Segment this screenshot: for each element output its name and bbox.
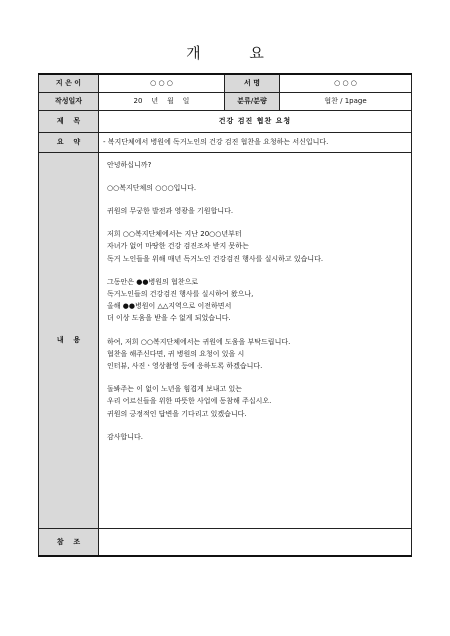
content-paragraph — [107, 431, 403, 443]
date-label: 작성일자 — [39, 92, 99, 110]
content-body[interactable] — [99, 152, 412, 528]
summary-value[interactable]: - 복지단체에서 병원에 독거노인의 건강 검진 협찬을 요청하는 서신입니다. — [99, 132, 412, 152]
reference-value[interactable] — [99, 528, 412, 556]
content-line: 돌봐주는 이 없이 노년을 힘겹게 보내고 있는 — [107, 385, 243, 394]
category-label: 분류/분량 — [225, 92, 280, 110]
content-line: 독거 노인들을 위해 매년 독거노인 건강검진 행사를 실시하고 있습니다. — [107, 254, 324, 263]
content-paragraph — [107, 228, 403, 265]
content-paragraph — [107, 383, 403, 420]
content-line: 감사합니다. — [107, 432, 144, 441]
content-line: 자녀가 없어 마땅한 건강 검진조차 받지 못하는 — [107, 242, 249, 251]
summary-label: 요 약 — [39, 132, 99, 152]
content-paragraphs — [107, 159, 403, 443]
subject-value[interactable]: 건강 검진 협찬 요청 — [99, 110, 412, 132]
reference-label: 참 조 — [39, 528, 99, 556]
content-line: 독거노인들의 건강검진 행사를 실시하여 왔으나, — [107, 289, 254, 298]
category-value[interactable]: 협찬 / 1page — [280, 92, 412, 110]
document-title: 개 요 — [186, 44, 286, 62]
content-line: 협찬을 해주신다면, 귀 병원의 요청이 있을 시 — [107, 349, 245, 358]
content-paragraph — [107, 336, 403, 373]
content-line: 귀원의 긍정적인 답변을 기다리고 있겠습니다. — [107, 409, 247, 418]
content-line: 더 이상 도움을 받을 수 없게 되었습니다. — [107, 314, 231, 323]
content-line: 안녕하십니까? — [107, 160, 152, 169]
signature-value[interactable]: ○ ○ ○ — [280, 74, 412, 92]
content-line: 인터뷰, 사진ㆍ영상촬영 등에 응하도록 하겠습니다. — [107, 361, 263, 370]
content-line: 그동안은 ●●병원의 협찬으로 — [107, 277, 199, 286]
document-table — [38, 73, 412, 557]
content-line: 저희 ○○복지단체에서는 지난 20○○년부터 — [107, 230, 242, 239]
signature-label: 서 명 — [225, 74, 280, 92]
content-paragraph — [107, 276, 403, 325]
content-label: 내 용 — [39, 152, 99, 528]
content-line: 올해 ●●병원이 △△지역으로 이전하면서 — [107, 302, 232, 311]
content-line: ○○복지단체의 ○○○입니다. — [107, 183, 197, 192]
subject-label: 제 목 — [39, 110, 99, 132]
content-paragraph — [107, 182, 403, 194]
content-line: 우리 어르신들을 위한 따뜻한 사업에 동참해 주십시오. — [107, 397, 272, 406]
author-label: 지 은 이 — [39, 74, 99, 92]
date-value[interactable]: 20 년 월 일 — [99, 92, 225, 110]
content-line: 하여, 저희 ○○복지단체에서는 귀원에 도움을 부탁드립니다. — [107, 337, 291, 346]
author-value[interactable]: ○ ○ ○ — [99, 74, 225, 92]
content-line: 귀원의 무궁한 발전과 영광을 기원합니다. — [107, 206, 234, 215]
content-paragraph — [107, 205, 403, 217]
content-paragraph — [107, 159, 403, 171]
